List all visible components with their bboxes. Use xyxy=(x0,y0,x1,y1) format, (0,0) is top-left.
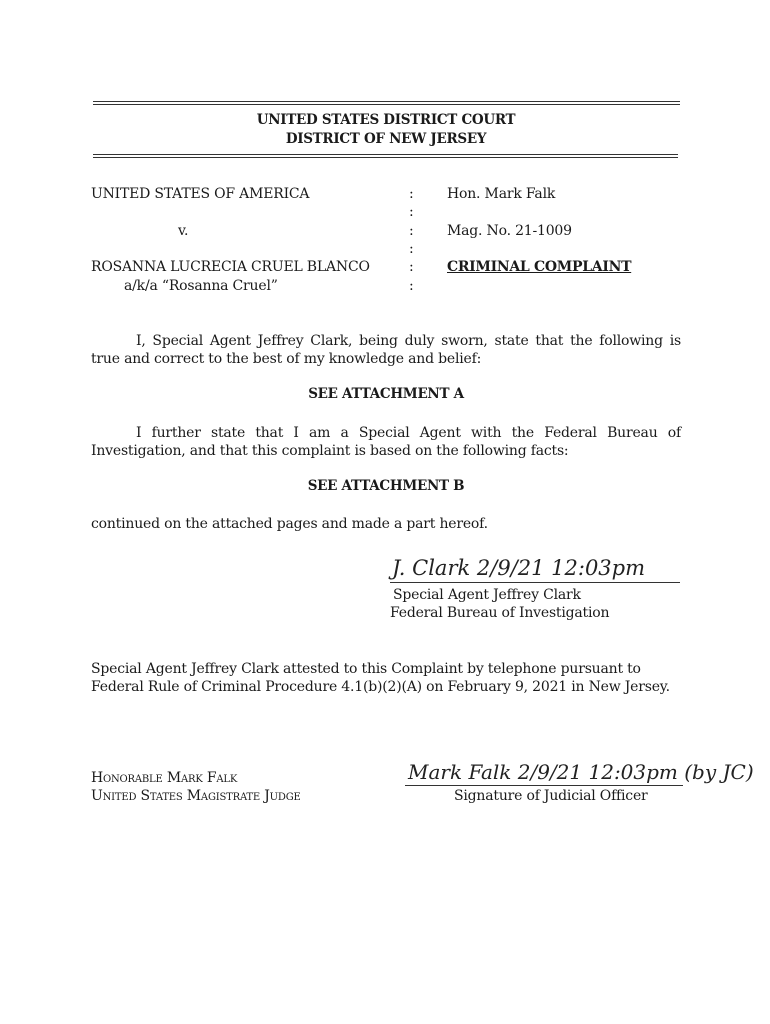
judge-title: United States Magistrate Judge xyxy=(91,788,301,804)
magistrate-number: Mag. No. 21-1009 xyxy=(447,223,572,239)
attachment-a-heading: SEE ATTACHMENT A xyxy=(308,386,464,402)
agent-agency: Federal Bureau of Investigation xyxy=(390,605,610,621)
plaintiff-name: UNITED STATES OF AMERICA xyxy=(91,186,310,202)
judicial-signature-label: Signature of Judicial Officer xyxy=(454,788,648,804)
header-bottom-rule xyxy=(93,154,678,155)
caption-colon: : xyxy=(409,241,414,257)
judge-signature-line xyxy=(405,785,683,786)
attestation-paragraph: Special Agent Jeffrey Clark attested to this Complaint by telephone pursuant to Federal Rule of Criminal Procedure 4.1(b)(2)(A) on February 9, 2021 in New Jersey. xyxy=(91,661,670,695)
agent-signature-line xyxy=(390,582,680,583)
header-top-rule-2 xyxy=(93,104,680,105)
agent-name-title: Special Agent Jeffrey Clark xyxy=(393,587,581,603)
agent-handwritten-signature: J. Clark 2/9/21 12:03pm xyxy=(392,556,646,580)
attachment-b-heading: SEE ATTACHMENT B xyxy=(307,478,465,494)
header-top-rule xyxy=(93,101,680,102)
document-type: CRIMINAL COMPLAINT xyxy=(447,259,632,275)
agent-statement-paragraph: I further state that I am a Special Agent with the Federal Bureau of Investigation, and that this complaint is based on the following facts: xyxy=(91,425,681,459)
sworn-statement-paragraph: I, Special Agent Jeffrey Clark, being duly sworn, state that the following is true and correct to the best of my knowledge and belief: xyxy=(91,333,681,367)
judge-name: Hon. Mark Falk xyxy=(447,186,556,202)
caption-colon: : xyxy=(409,204,414,220)
caption-colon: : xyxy=(409,278,414,294)
district-name: DISTRICT OF NEW JERSEY xyxy=(285,131,487,147)
caption-colon: : xyxy=(409,186,414,202)
judge-honorific-name: Honorable Mark Falk xyxy=(91,770,238,786)
continuation-paragraph: continued on the attached pages and made a part hereof. xyxy=(91,516,488,532)
caption-colon: : xyxy=(409,223,414,239)
defendant-alias: a/k/a “Rosanna Cruel” xyxy=(124,278,278,294)
judge-handwritten-signature: Mark Falk 2/9/21 12:03pm (by JC) xyxy=(408,760,754,784)
versus-label: v. xyxy=(178,223,189,239)
caption-colon: : xyxy=(409,259,414,275)
defendant-name: ROSANNA LUCRECIA CRUEL BLANCO xyxy=(91,259,370,275)
court-name: UNITED STATES DISTRICT COURT xyxy=(256,112,516,128)
header-bottom-rule-2 xyxy=(93,157,678,158)
